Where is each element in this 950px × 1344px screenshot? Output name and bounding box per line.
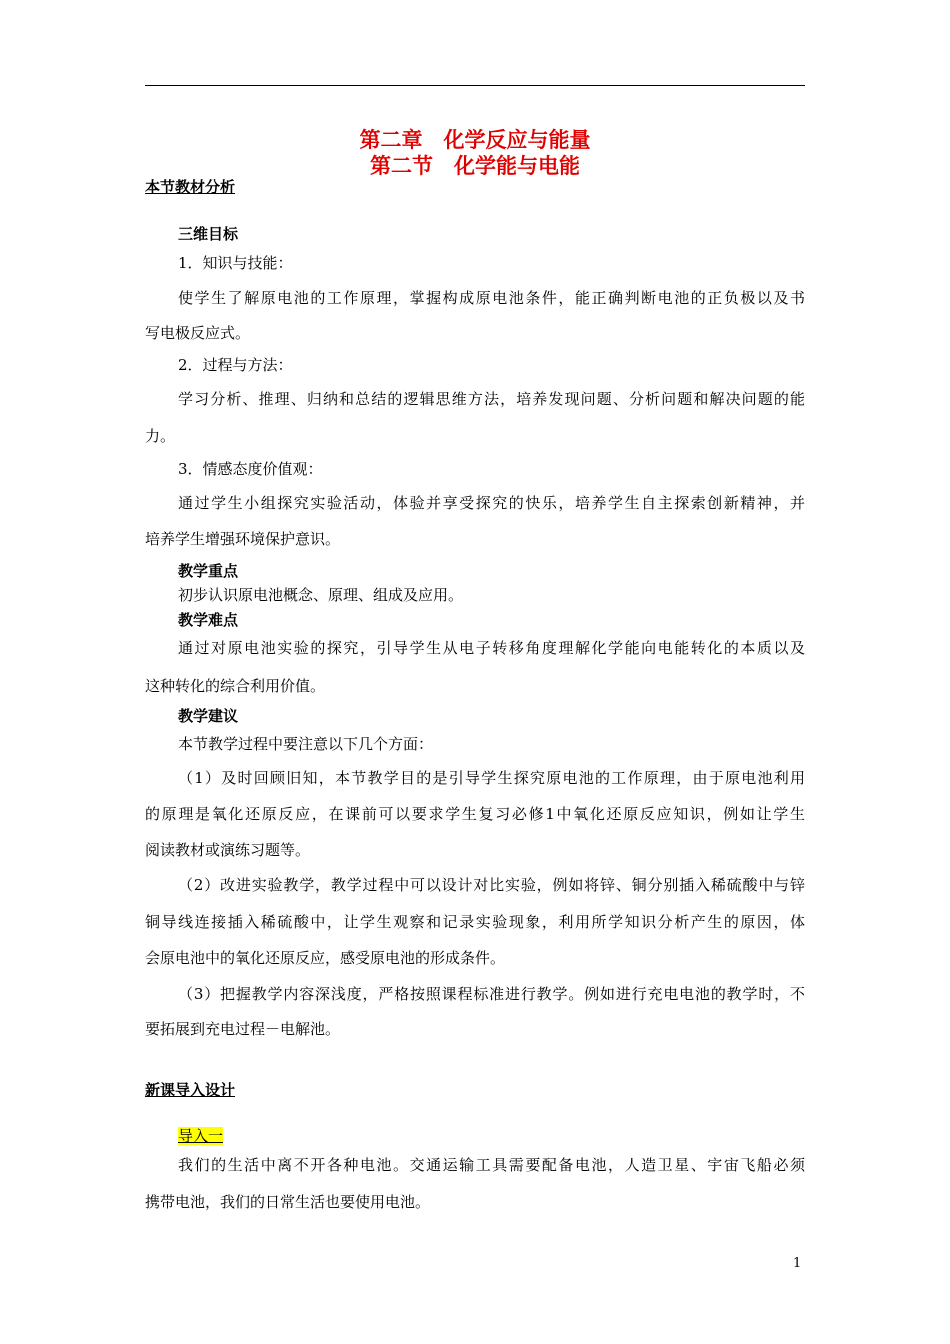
process-text-1: 学习分析、推理、归纳和总结的逻辑思维方法，培养发现问题、分析问题和解决问题的能 [178,390,805,408]
suggestion-1-line-2: 的原理是氧化还原反应，在课前可以要求学生复习必修1中氧化还原反应知识，例如让学生 [145,805,805,823]
intro-text-2: 携带电池，我们的日常生活也要使用电池。 [145,1193,431,1211]
difficulties-text-1: 通过对原电池实验的探究，引导学生从电子转移角度理解化学能向电能转化的本质以及 [178,639,805,657]
suggestion-2-line-2: 铜导线连接插入稀硫酸中，让学生观察和记录实验现象，利用所学知识分析产生的原因，体 [145,913,805,931]
intro-heading: 新课导入设计 [145,1081,236,1099]
goals-heading: 三维目标 [178,225,239,243]
key-points-heading: 教学重点 [178,562,239,580]
suggestion-1-line-1: （1）及时回顾旧知，本节教学目的是引导学生探究原电池的工作原理，由于原电池利用 [178,769,805,787]
knowledge-label: 1．知识与技能： [178,254,293,272]
difficulties-text-2: 这种转化的综合利用价值。 [145,677,326,695]
analysis-heading: 本节教材分析 [145,178,236,196]
knowledge-text-2: 写电极反应式。 [145,324,251,342]
intro-label-highlight: 导入一 [178,1127,224,1145]
suggestion-3-line-2: 要拓展到充电过程－电解池。 [145,1020,341,1038]
emotion-text-1: 通过学生小组探究实验活动，体验并享受探究的快乐，培养学生自主探索创新精神，并 [178,494,805,512]
process-text-2: 力。 [145,427,176,445]
suggestion-2-line-3: 会原电池中的氧化还原反应，感受原电池的形成条件。 [145,949,506,967]
knowledge-text-1: 使学生了解原电池的工作原理，掌握构成原电池条件，能正确判断电池的正负极以及书 [178,289,805,307]
suggestion-3-line-1: （3）把握教学内容深浅度，严格按照课程标准进行教学。例如进行充电电池的教学时，不 [178,985,805,1003]
suggestion-2-line-1: （2）改进实验教学，教学过程中可以设计对比实验，例如将锌、铜分别插入稀硫酸中与锌 [178,876,805,894]
suggestion-1-line-3: 阅读教材或演练习题等。 [145,841,311,859]
section-title: 第二节 化学能与电能 [370,154,580,178]
page-number: 1 [793,1256,802,1271]
suggestions-intro: 本节教学过程中要注意以下几个方面： [178,735,434,753]
emotion-label: 3．情感态度价值观： [178,460,323,478]
suggestions-heading: 教学建议 [178,707,239,725]
emotion-text-2: 培养学生增强环境保护意识。 [145,530,341,548]
intro-label [178,1126,223,1146]
intro-text-1: 我们的生活中离不开各种电池。交通运输工具需要配备电池，人造卫星、宇宙飞船必须 [178,1156,805,1174]
difficulties-heading: 教学难点 [178,611,239,629]
key-points-text: 初步认识原电池概念、原理、组成及应用。 [178,586,464,604]
header-rule [145,85,805,86]
process-label: 2．过程与方法： [178,356,293,374]
chapter-title: 第二章 化学反应与能量 [359,128,591,152]
